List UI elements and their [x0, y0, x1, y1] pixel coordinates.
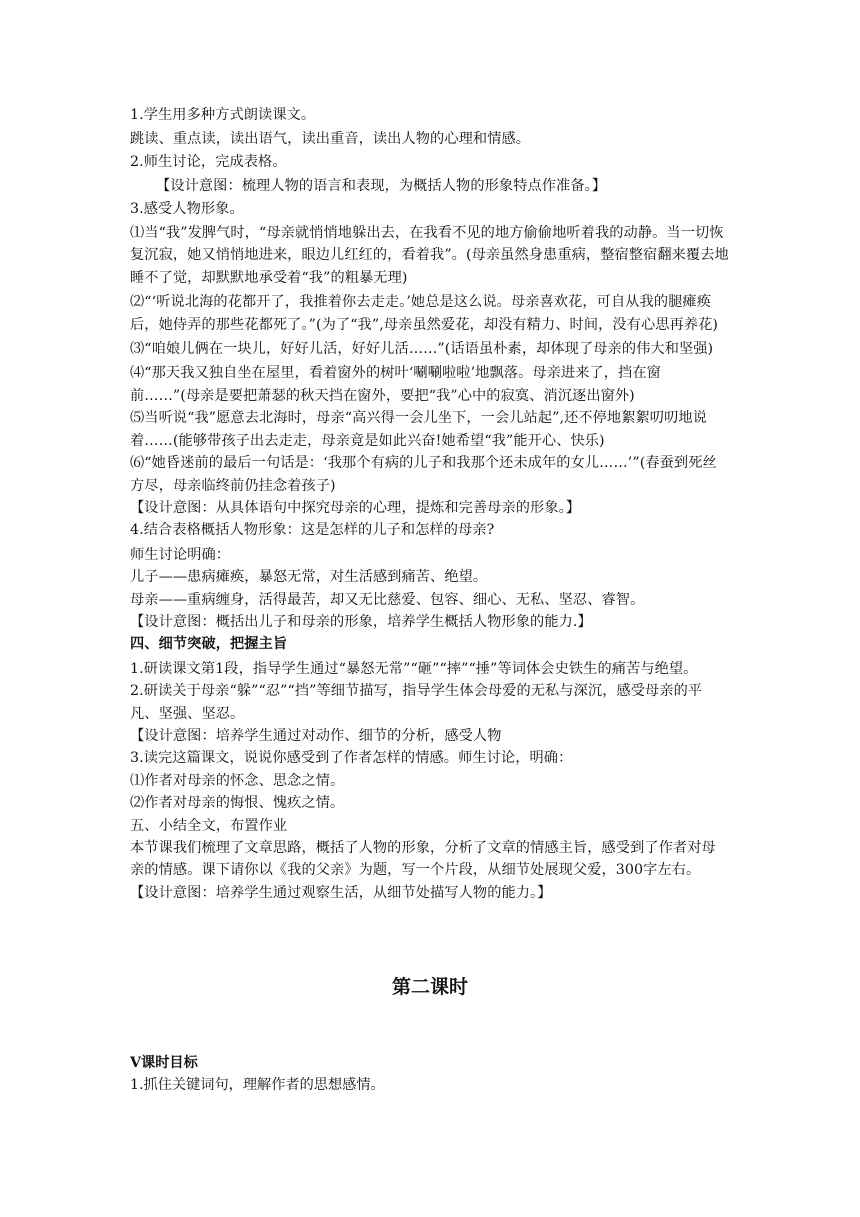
paragraph: 1.学生用多种方式朗读课文。	[130, 107, 316, 123]
paragraph: 1.研读课文第1段，指导学生通过“暴怒无常”“砸”“摔”“捶”等词体会史铁生的痛苦与绝望。	[130, 660, 698, 677]
design-intent-note: 【设计意图：从具体语句中探究母亲的心理，提炼和完善母亲的形象。】	[130, 499, 581, 516]
paragraph: 儿子——患病瘫痪，暴怒无常，对生活感到痛苦、绝望。	[130, 569, 488, 586]
paragraph: 4.结合表格概括人物形象：这是怎样的儿子和怎样的母亲?	[130, 522, 495, 539]
paragraph: 本节课我们梳理了文章思路，概括了人物的形象，分析了文章的情感主旨，感受到了作者对母亲的情感。课下请你以《我的父亲》为题，写一个片段，从细节处展现父爱，300字左右。	[130, 840, 716, 879]
paragraph: 母亲——重病缠身，活得最苦，却又无比慈爱、包容、细心、无私、坚忍、睿智。	[130, 591, 645, 608]
paragraph: 2.师生讨论，完成表格。	[130, 153, 287, 170]
quote-item: ⑶“咱娘儿俩在一块儿，好好儿活，好好儿活……”(话语虽朴素，却体现了母亲的伟大和坚强)	[130, 341, 714, 358]
section-heading: 五、小结全文，布置作业	[130, 817, 288, 834]
lesson-heading: 第二课时	[391, 976, 468, 998]
quote-item: ⑹“她昏迷前的最后一句话是：‘我那个有病的儿子和我那个还未成年的女儿……’”(春蚕到死丝方尽，母亲临终前仍挂念着孩子)	[130, 455, 717, 494]
quote-item: ⑷“那天我又独自坐在屋里，看着窗外的树叶‘唰唰啦啦’地飘落。母亲进来了，挡在窗前……”(母亲是要把萧瑟的秋天挡在窗外，要把“我”心中的寂寞、消沉逐出窗外)	[130, 365, 661, 404]
objective-item: 1.抓住关键词句，理解作者的思想感情。	[130, 1077, 385, 1094]
paragraph: 跳读、重点读，读出语气，读出重音，读出人物的心理和情感。	[130, 131, 531, 148]
design-intent-note: 【设计意图：梳理人物的语言和表现，为概括人物的形象特点作准备。】	[156, 178, 607, 195]
design-intent-note: 【设计意图：培养学生通过对动作、细节的分析，感受人物	[130, 727, 502, 744]
design-intent-note: 【设计意图：培养学生通过观察生活，从细节处描写人物的能力。】	[130, 884, 552, 901]
quote-item: ⑸当听说“我”愿意去北海时，母亲“高兴得一会儿坐下，一会儿站起”,还不停地絮絮叨叨地说着……(能够带孩子出去走走，母亲竟是如此兴奋!她希望“我”能开心、快乐)	[130, 410, 707, 449]
paragraph: 3.读完这篇课文，说说你感受到了作者怎样的情感。师生讨论，明确：	[130, 750, 573, 767]
paragraph: 2.研读关于母亲“躲”“忍”“挡”等细节描写，指导学生体会母爱的无私与深沉，感受母亲的平凡、坚强、坚忍。	[130, 683, 703, 722]
design-intent-note: 【设计意图：概括出儿子和母亲的形象，培养学生概括人物形象的能力.】	[130, 613, 592, 630]
list-item: ⑵作者对母亲的悔恨、愧疚之情。	[130, 795, 345, 812]
section-heading: 四、细节突破，把握主旨	[130, 636, 288, 653]
paragraph: 3.感受人物形象。	[130, 200, 244, 217]
list-item: ⑴作者对母亲的怀念、思念之情。	[130, 772, 345, 789]
quote-item: ⑴当“我”发脾气时，“母亲就悄悄地躲出去，在我看不见的地方偷偷地听着我的动静。当一切恢复沉寂，她又悄悄地进来，眼边儿红红的，看着我”。(母亲虽然身患重病，整宿整宿翻来覆去地睡不了觉，却默默地承受着“我”的粗暴无理)	[130, 225, 729, 286]
lesson-objectives	[130, 1052, 730, 1097]
quote-item: ⑵“‘听说北海的花都开了，我推着你去走走。’她总是这么说。母亲喜欢花，可自从我的腿瘫痪后，她侍弄的那些花都死了。”(为了“我”,母亲虽然爱花，却没有精力、时间，没有心思再养花)	[130, 294, 719, 333]
document-body	[130, 104, 730, 904]
paragraph: 师生讨论明确：	[130, 546, 231, 563]
objectives-title: Ⅴ课时目标	[130, 1055, 198, 1071]
